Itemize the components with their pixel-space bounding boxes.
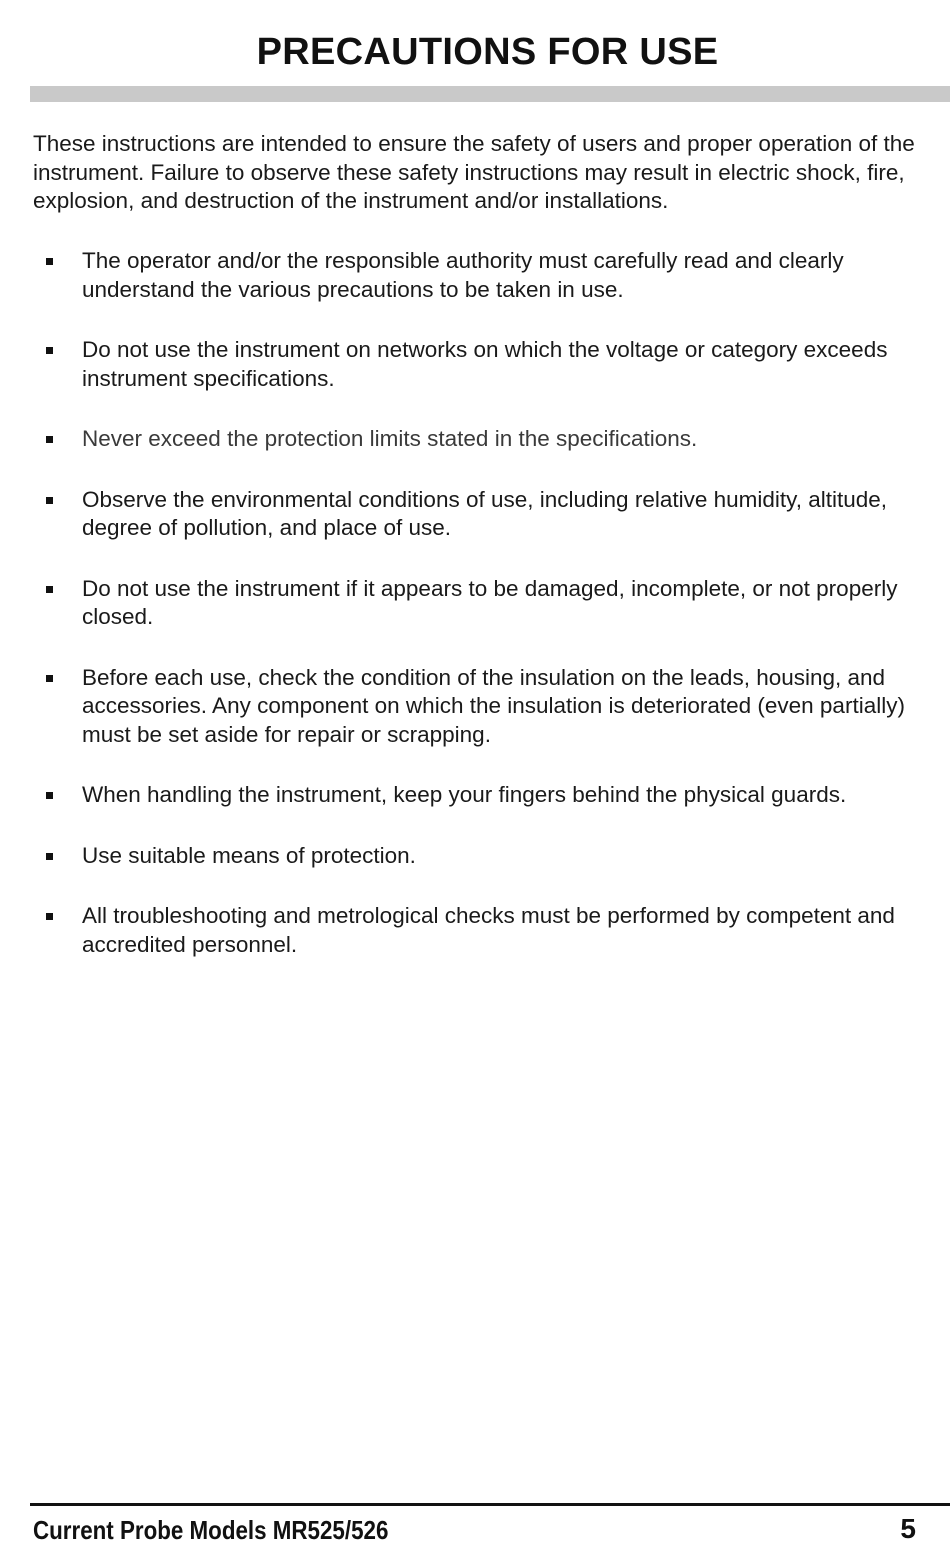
list-item-text: The operator and/or the responsible authority must carefully read and clearly understand the various precautions to be taken in use. bbox=[82, 248, 844, 302]
intro-paragraph: These instructions are intended to ensure the safety of users and proper operation of the instrument. Failure to observe these safety instructions may result in electric shock, fire, explosion, and destruction of the instrument and/or installations. bbox=[33, 131, 915, 213]
footer-divider bbox=[30, 1503, 950, 1506]
list-item-text: Before each use, check the condition of the insulation on the leads, housing, and accessories. Any component on which the insulation is deteriorated (even partially) must be set aside for repair or scrapping. bbox=[82, 664, 905, 747]
footer-title: Current Probe Models MR525/526 bbox=[33, 1515, 389, 1545]
square-bullet-icon bbox=[46, 853, 53, 860]
list-item bbox=[0, 781, 950, 810]
square-bullet-icon bbox=[46, 913, 53, 920]
list-item bbox=[0, 486, 950, 543]
page-number: 5 bbox=[900, 1513, 916, 1544]
precautions-list bbox=[0, 247, 950, 991]
square-bullet-icon bbox=[46, 675, 53, 682]
square-bullet-icon bbox=[46, 792, 53, 799]
title-divider bbox=[30, 86, 950, 102]
square-bullet-icon bbox=[46, 497, 53, 504]
list-item-text: All troubleshooting and metrological checks must be performed by competent and accredited personnel. bbox=[82, 903, 895, 957]
list-item bbox=[0, 247, 950, 304]
square-bullet-icon bbox=[46, 258, 53, 265]
list-item bbox=[0, 664, 950, 750]
list-item-text: When handling the instrument, keep your fingers behind the physical guards. bbox=[82, 782, 847, 807]
list-item bbox=[0, 575, 950, 632]
list-item bbox=[0, 336, 950, 393]
list-item bbox=[0, 425, 950, 454]
square-bullet-icon bbox=[46, 347, 53, 354]
list-item-text: Do not use the instrument on networks on which the voltage or category exceeds instrument specifications. bbox=[82, 337, 888, 391]
list-item-text: Observe the environmental conditions of use, including relative humidity, altitude, degree of pollution, and place of use. bbox=[82, 486, 888, 540]
list-item-text: Do not use the instrument if it appears to be damaged, incomplete, or not properly closed. bbox=[82, 575, 898, 629]
square-bullet-icon bbox=[46, 436, 53, 443]
page-title: PRECAUTIONS FOR USE bbox=[256, 31, 719, 73]
list-item-text: Use suitable means of protection. bbox=[82, 842, 416, 868]
square-bullet-icon bbox=[46, 586, 53, 593]
list-item bbox=[0, 842, 950, 871]
list-item-text: Never exceed the protection limits stated in the specifications. bbox=[82, 426, 698, 451]
list-item bbox=[0, 902, 950, 959]
